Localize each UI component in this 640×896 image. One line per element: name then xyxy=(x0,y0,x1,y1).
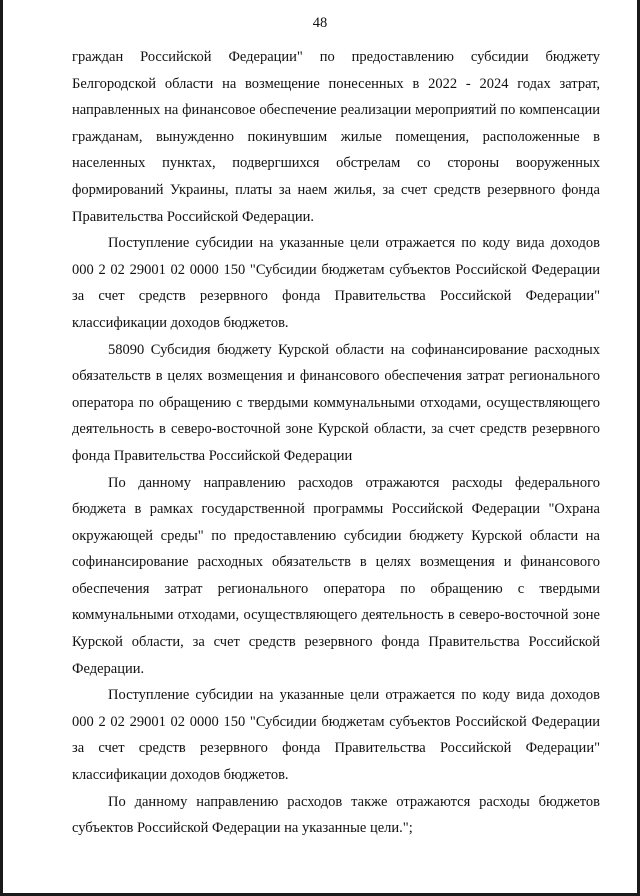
paragraph-continuation: граждан Российской Федерации" по предоставлению субсидии бюджету Белгородской области на возмещение понесенных в 2022 - 2024 годах затрат, направленных на финансовое обеспечение реализации мероприятий по компенсации гражданам, вынужденно покинувшим жилые помещения, расположенные в населенных пунктах, подвергшихся обстрелам со стороны вооруженных формирований Украины, платы за наем жилья, за счет средств резервного фонда Правительства Российской Федерации. xyxy=(72,49,600,225)
paragraph-income-code: Поступление субсидии на указанные цели отражается по коду вида доходов 000 2 02 29001 02 0000 150 "Субсидии бюджетам субъектов Российской Федерации за счет средств резервного фонда Правительства Российской Федерации" классификации доходов бюджетов. xyxy=(72,235,600,331)
paragraph-income-code-2: Поступление субсидии на указанные цели отражается по коду вида доходов 000 2 02 29001 02 0000 150 "Субсидии бюджетам субъектов Российской Федерации за счет средств резервного фонда Правительства Российской Федерации" классификации доходов бюджетов. xyxy=(72,687,600,784)
paragraph-closing: По данному направлению расходов также отражаются расходы бюджетов субъектов Российской Федерации на указанные цели."; xyxy=(72,793,600,837)
page-number: 48 xyxy=(312,15,328,31)
paragraph-expense-description: По данному направлению расходов отражаются расходы федерального бюджета в рамках государственной программы Российской Федерации "Охрана окружающей среды" по предоставлению субсидии бюджету Курской области на софинансирование расходных обязательств в целях возмещения и финансового обеспечения затрат регионального оператора по обращению с твердыми коммунальными отходами, осуществляющего деятельность в северо-восточной зоне Курской области, за счет средств резервного фонда Правительства Российской Федерации. xyxy=(72,474,600,677)
scan-edge-left xyxy=(0,0,3,896)
paragraph-subsidy-58090-heading: 58090 Субсидия бюджету Курской области на софинансирование расходных обязательств в целях возмещения и финансового обеспечения затрат регионального оператора по обращению с твердыми коммунальными отходами, осуществляющего деятельность в северо-восточной зоне Курской области, за счет средств резервного фонда Правительства Российской Федерации xyxy=(72,341,600,464)
document-body xyxy=(72,44,600,842)
